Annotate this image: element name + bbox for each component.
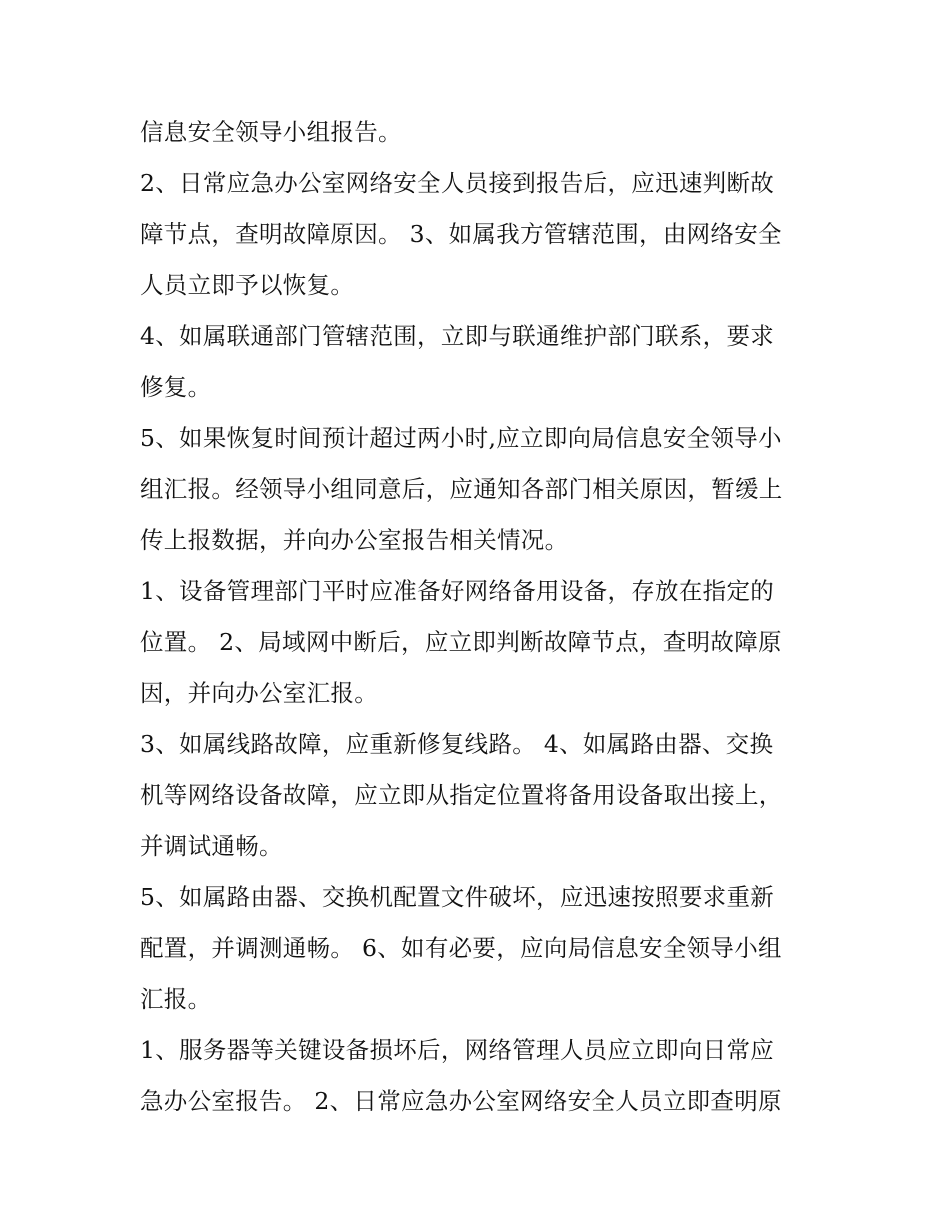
text-line: 修复。 [140, 373, 212, 401]
text-line: 组汇报。经领导小组同意后，应通知各部门相关原因，暂缓上 [140, 475, 783, 503]
text-line: 位置。 2、局域网中断后，应立即判断故障节点，查明故障原 [140, 628, 782, 656]
text-line: 5、如果恢复时间预计超过两小时,应立即向局信息安全领导小 [140, 424, 782, 452]
text-line: 因，并向办公室汇报。 [140, 679, 378, 707]
text-line: 3、如属线路故障，应重新修复线路。 4、如属路由器、交换 [140, 730, 774, 758]
text-line: 2、日常应急办公室网络安全人员接到报告后，应迅速判断故 [140, 169, 775, 197]
text-line: 人员立即予以恢复。 [140, 271, 355, 299]
text-line: 4、如属联通部门管辖范围，立即与联通维护部门联系，要求 [140, 322, 775, 350]
text-line: 1、服务器等关键设备损坏后，网络管理人员应立即向日常应 [140, 1036, 775, 1064]
text-line: 5、如属路由器、交换机配置文件破坏，应迅速按照要求重新 [140, 883, 775, 911]
text-line: 并调试通畅。 [140, 832, 283, 860]
text-line: 信息安全领导小组报告。 [140, 118, 402, 146]
text-line: 机等网络设备故障，应立即从指定位置将备用设备取出接上， [140, 781, 783, 809]
text-line: 汇报。 [140, 985, 212, 1013]
text-line: 配置，并调测通畅。 6、如有必要，应向局信息安全领导小组 [140, 934, 782, 962]
text-line: 障节点，查明故障原因。 3、如属我方管辖范围，由网络安全 [140, 220, 782, 248]
text-line: 1、设备管理部门平时应准备好网络备用设备，存放在指定的 [140, 577, 775, 605]
document-body [140, 107, 820, 1127]
text-line: 急办公室报告。 2、日常应急办公室网络安全人员立即查明原 [140, 1087, 782, 1115]
text-line: 传上报数据，并向办公室报告相关情况。 [140, 526, 569, 554]
